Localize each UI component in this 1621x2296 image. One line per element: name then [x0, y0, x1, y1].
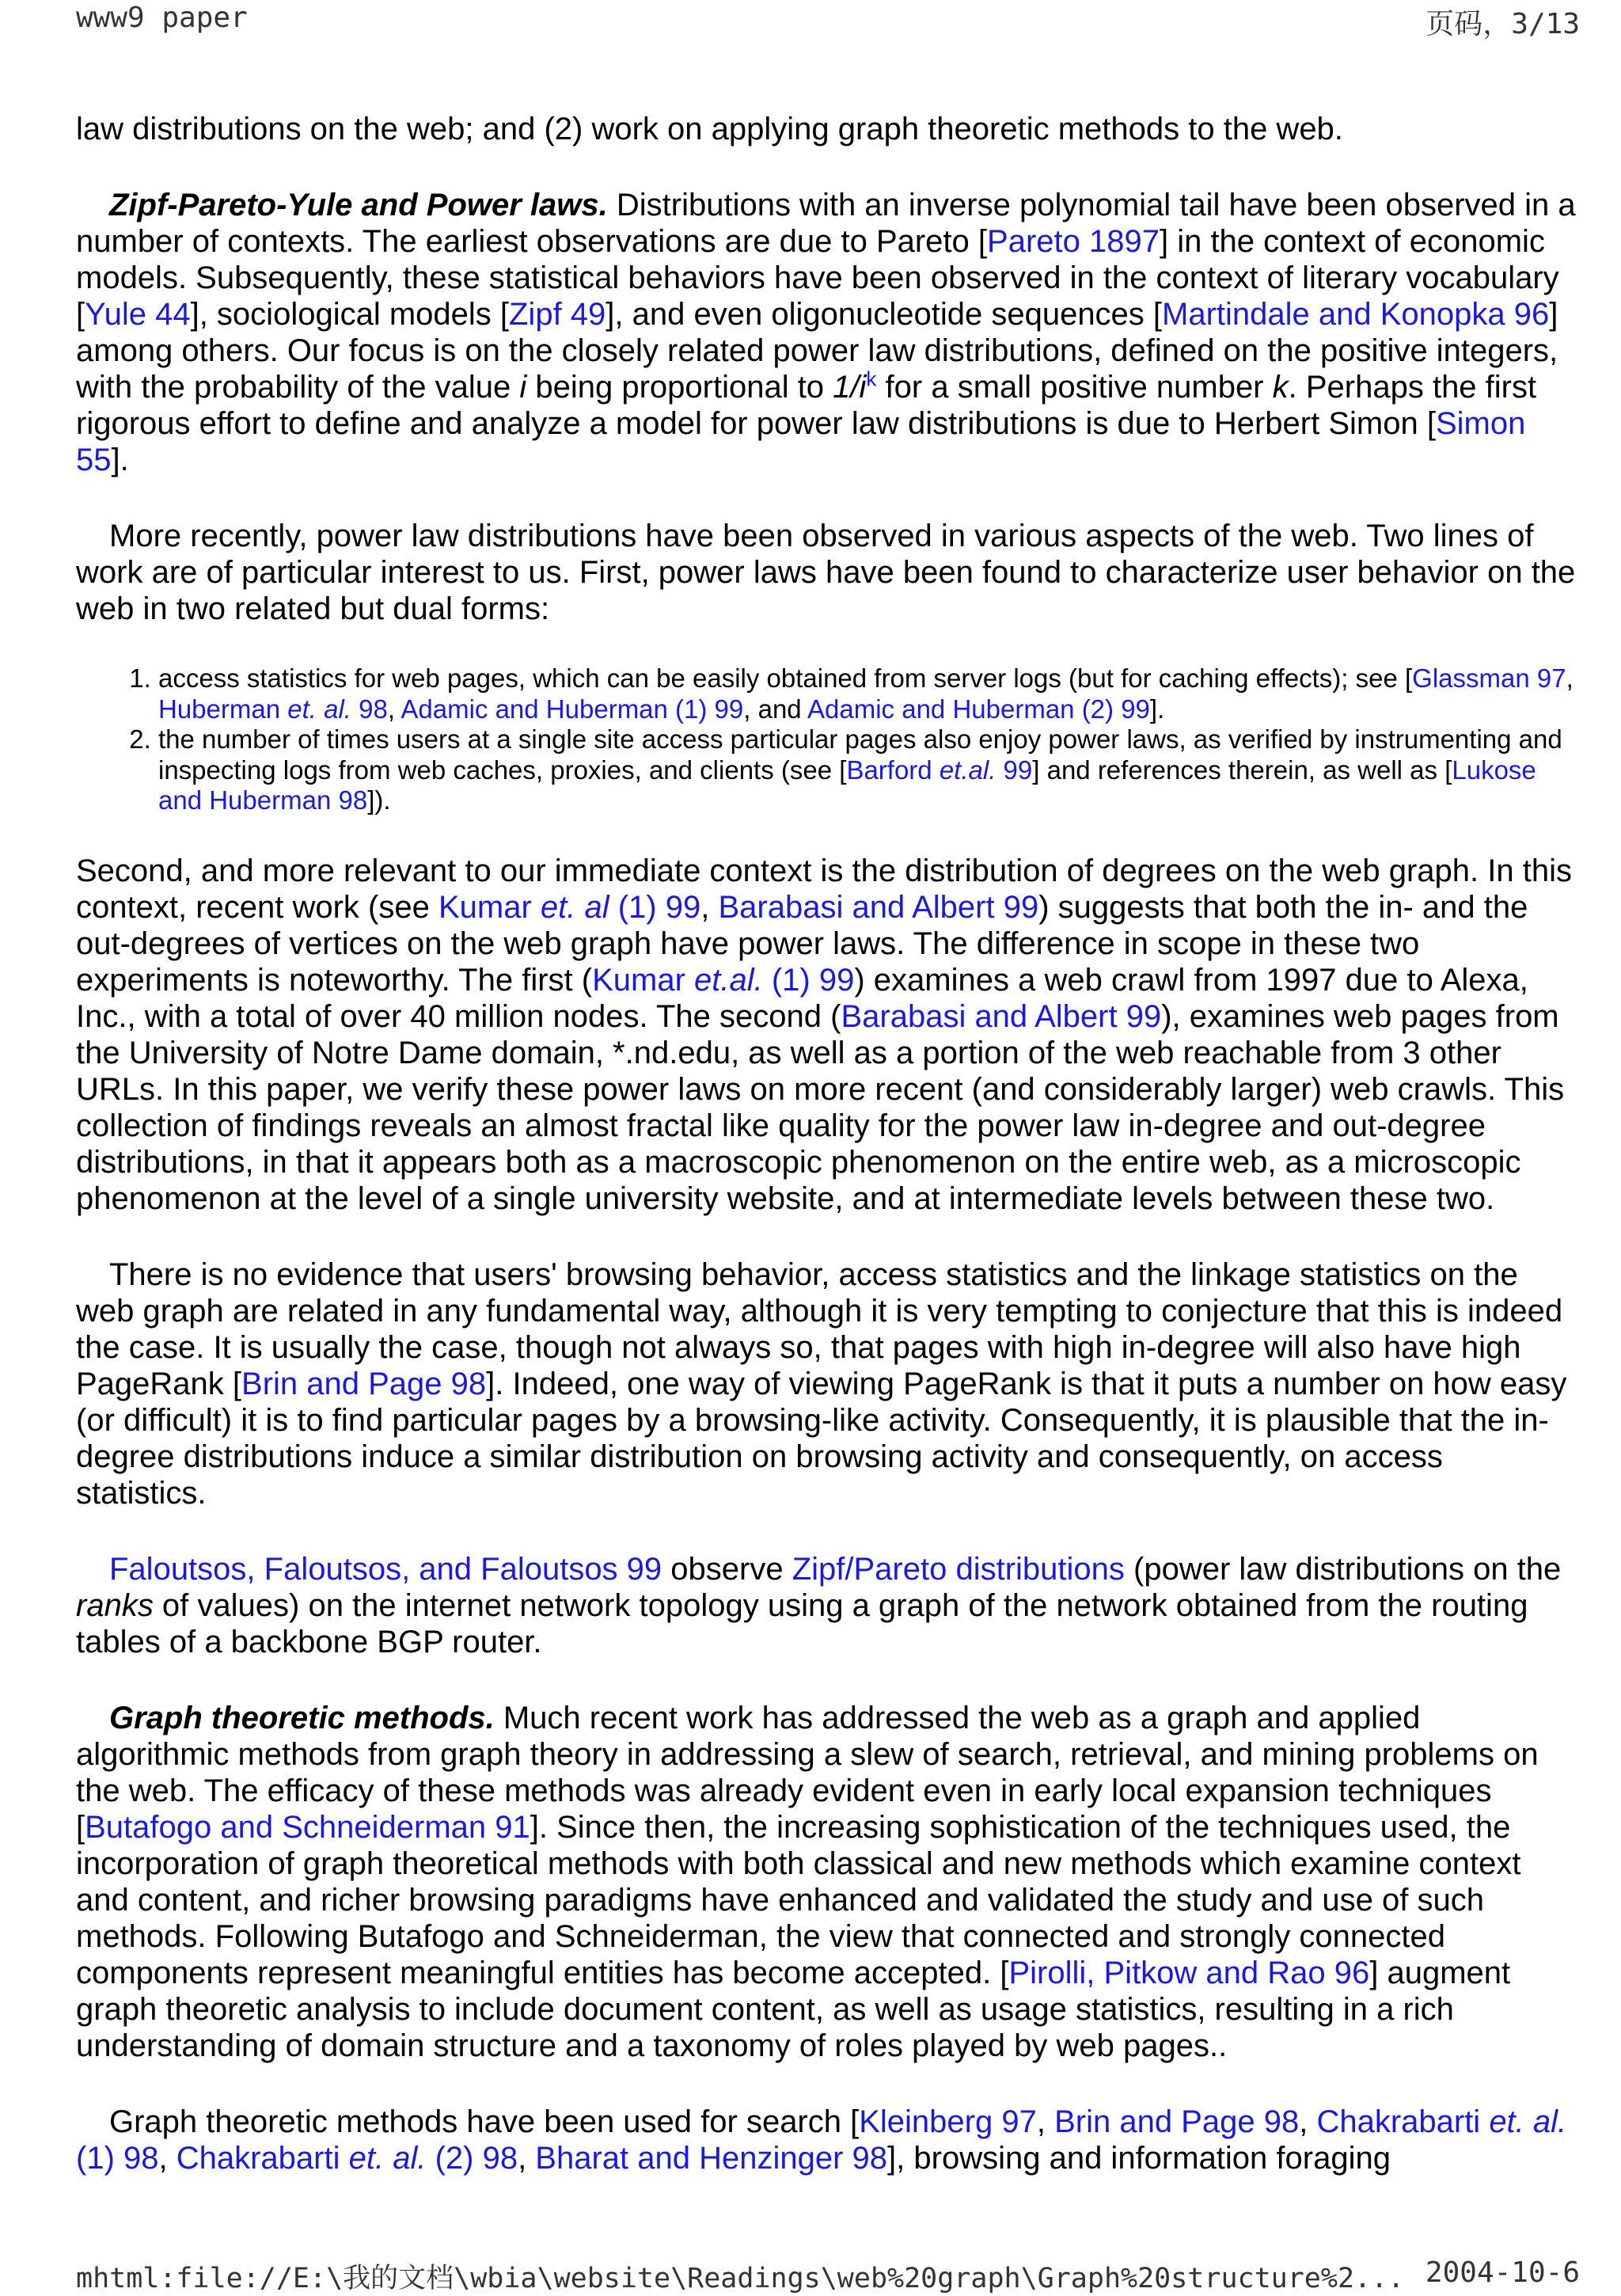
citation-link[interactable]: Adamic and Huberman (2) 99	[807, 694, 1150, 724]
section-heading-power-laws: Zipf-Pareto-Yule and Power laws.	[109, 188, 608, 222]
text: ] among others. Our focus is on the closely related power law distributions, defined on the positive integers, with the probability of the value	[76, 297, 1558, 405]
link-text-italic: et.al.	[939, 755, 997, 785]
link-text: (2) 98	[426, 2140, 518, 2176]
text: Graph theoretic methods have been used for search [	[109, 2104, 860, 2139]
citation-link[interactable]	[846, 755, 1032, 785]
link-text: 99	[996, 755, 1033, 785]
text: . Perhaps the first rigorous effort to define and analyze a model for power law distributions is due to Herbert Simon [	[76, 370, 1537, 441]
paragraph-graph-methods	[76, 1700, 1580, 2064]
citation-link[interactable]: Butafogo and Schneiderman 91	[85, 1809, 530, 1845]
text: Distributions with an inverse polynomial tail have been observed in a number of contexts. The earliest observations are due to Pareto [	[76, 188, 1576, 259]
page-number: 页码，3/13	[1425, 8, 1580, 40]
text: ,	[1299, 2104, 1317, 2139]
paragraph-power-laws	[76, 187, 1580, 478]
citation-link[interactable]: Pirolli, Pitkow and Rao 96	[1008, 1955, 1370, 1990]
link-text: 98	[351, 694, 388, 724]
text: ], sociological models [	[190, 297, 509, 332]
link-text: Kumar	[438, 889, 541, 925]
text: ,	[387, 694, 401, 724]
text: ), examines web pages from the University of Notre Dame domain, *.nd.edu, as well as a portion of the web reachable from 3 other URLs. In this paper, we verify these power laws on more recent (and considerably larger) web crawls. This collection of findings reveals an almost fractal like quality for the power law in-degree and out-degree distributions, in that it appears both as a macroscopic phenomenon on the entire web, as a microscopic phenomenon at the level of a single university website, and at intermediate levels between these two.	[76, 998, 1565, 1216]
citation-link[interactable]: Lukose and Huberman 98	[158, 755, 1536, 815]
link-text: Barford	[846, 755, 940, 785]
citation-link[interactable]: Zipf/Pareto distributions	[792, 1551, 1125, 1587]
citation-link[interactable]	[438, 890, 700, 925]
paragraph-intro-tail	[76, 111, 1580, 147]
citation-link[interactable]: Simon 55	[76, 406, 1526, 477]
text: law distributions on the web; and (2) work on applying graph theoretic methods to the web.	[76, 112, 1343, 146]
text: More recently, power law distributions have been observed in various aspects of the web. Two lines of work are of particular interest to us. First, power laws have been found to characterize user behavior on the web in two related but dual forms:	[76, 519, 1576, 626]
text: ]).	[367, 785, 391, 815]
link-text: Kumar	[592, 962, 695, 998]
emphasis: ranks	[76, 1587, 154, 1623]
text: ] in the context of economic models. Subsequently, these statistical behaviors have been observed in the context of literary vocabulary [	[76, 224, 1559, 332]
text: for a small positive number	[876, 370, 1273, 405]
link-text: Chakrabarti	[176, 2140, 349, 2176]
citation-link[interactable]: Faloutsos, Faloutsos, and Faloutsos 99	[109, 1551, 662, 1587]
text: ]. Since then, the increasing sophistication of the techniques used, the incorporation of graph theoretical methods with both classical and new methods which examine context and content, and richer browsing paradigms have enhanced and validated the study and use of such methods. Following Butafogo and Schneiderman, the view that connected and strongly connected components represent meaningful entities has become accepted. [	[76, 1809, 1521, 1990]
text: (power law distributions on the	[1124, 1551, 1562, 1587]
text: ,	[700, 889, 719, 925]
text: ) suggests that both the in- and the out-degrees of vertices on the web graph have power laws. The difference in scope in these two experiments is noteworthy. The first (	[76, 889, 1528, 998]
text: Much recent work has addressed the web as a graph and applied algorithmic methods from graph theory in addressing a slew of search, retrieval, and mining problems on the web. The efficacy of these methods was already evident even in early local expansion techniques [	[76, 1700, 1539, 1845]
paragraph-pagerank	[76, 1256, 1580, 1511]
text: ] and references therein, as well as [	[1032, 755, 1452, 785]
text: ) examines a web crawl from 1997 due to Alexa, Inc., with a total of over 40 million nodes. The second (	[76, 962, 1528, 1034]
math-variable: i	[519, 370, 527, 405]
user-behavior-list	[76, 663, 1580, 816]
math-superscript: k	[866, 367, 877, 391]
text: ], and even oligonucleotide sequences [	[606, 297, 1163, 332]
text: ,	[1036, 2104, 1055, 2139]
print-date: 2004-10-6	[1425, 2256, 1580, 2289]
citation-link[interactable]: Adamic and Huberman (1) 99	[401, 694, 744, 724]
link-text-italic: et. al.	[1489, 2104, 1567, 2139]
text: There is no evidence that users' browsing behavior, access statistics and the linkage statistics on the web graph are related in any fundamental way, although it is very tempting to conjecture that this is indeed the case. It is usually the case, though not always so, that pages with high in-degree will also have high PageRank [	[76, 1256, 1563, 1401]
text: ], browsing and information foraging	[887, 2140, 1391, 2176]
link-text-italic: et. al	[540, 889, 609, 925]
citation-link[interactable]: Glassman 97	[1412, 663, 1566, 693]
link-text: (1) 99	[609, 889, 701, 925]
math-variable: k	[1272, 370, 1289, 405]
citation-link[interactable]: Pareto 1897	[987, 224, 1160, 259]
text: access statistics for web pages, which can be easily obtained from server logs (but for caching effects); see [	[158, 663, 1413, 693]
paper-body	[76, 111, 1580, 2176]
text: ,	[518, 2140, 536, 2176]
text: observe	[662, 1551, 792, 1587]
text: ]. Indeed, one way of viewing PageRank is that it puts a number on how easy (or difficult) it is to find particular pages by a browsing-like activity. Consequently, it is plausible that the in-degree distributions induce a similar distribution on browsing activity and consequently, on access statistics.	[76, 1366, 1567, 1511]
paragraph-search-methods	[76, 2104, 1580, 2176]
citation-link[interactable]: Yule 44	[85, 297, 191, 332]
text: ].	[111, 443, 129, 477]
paragraph-degree-distribution	[76, 853, 1580, 1217]
list-item	[158, 724, 1580, 816]
list-item	[158, 663, 1580, 724]
text: ] augment graph theoretic analysis to include document content, as well as usage statistics, resulting in a rich understanding of domain structure and a taxonomy of roles played by web pages..	[76, 1955, 1511, 2063]
section-heading-graph-methods: Graph theoretic methods.	[109, 1700, 495, 1735]
link-text-italic: et. al.	[348, 2140, 427, 2176]
link-text: Huberman	[158, 694, 288, 724]
running-header-left: www9 paper	[76, 2, 248, 34]
link-text: (1) 98	[76, 2140, 159, 2176]
citation-link[interactable]: Martindale and Konopka 96	[1162, 297, 1550, 332]
citation-link[interactable]: Kleinberg 97	[859, 2104, 1037, 2139]
link-text-italic: et.al.	[694, 962, 763, 998]
citation-link[interactable]: Zipf 49	[509, 297, 606, 332]
citation-link[interactable]: Bharat and Henzinger 98	[535, 2140, 888, 2176]
text: of values) on the internet network topology using a graph of the network obtained from the routing tables of a backbone BGP router.	[76, 1587, 1528, 1659]
citation-link[interactable]: Barabasi and Albert 99	[718, 889, 1039, 925]
math-expression: 1/i	[833, 370, 867, 405]
citation-link[interactable]: Barabasi and Albert 99	[841, 998, 1162, 1034]
text: ].	[1149, 694, 1165, 724]
citation-link[interactable]: Brin and Page 98	[1054, 2104, 1300, 2139]
link-text-italic: et. al.	[287, 694, 351, 724]
text: Second, and more relevant to our immediate context is the distribution of degrees on the web graph. In this context, recent work (see	[76, 853, 1572, 925]
text: the number of times users at a single site access particular pages also enjoy power laws, as verified by instrumenting and inspecting logs from web caches, proxies, and clients (see [	[158, 724, 1562, 785]
paragraph-web-power-laws	[76, 518, 1580, 627]
link-text: Chakrabarti	[1316, 2104, 1490, 2139]
citation-link[interactable]	[177, 2141, 518, 2176]
citation-link[interactable]	[158, 694, 388, 724]
source-url: mhtml:file://E:\我的文档\wbia\website\Readings\web%20graph\Graph%20structure%2...	[76, 2263, 1405, 2294]
text: being proportional to	[526, 370, 833, 405]
text: , and	[743, 694, 808, 724]
link-text: (1) 99	[762, 962, 855, 998]
text: ,	[158, 2140, 177, 2176]
citation-link[interactable]	[592, 963, 854, 998]
paragraph-faloutsos	[76, 1551, 1580, 1660]
text: ,	[1566, 663, 1574, 693]
citation-link[interactable]: Brin and Page 98	[241, 1366, 487, 1401]
